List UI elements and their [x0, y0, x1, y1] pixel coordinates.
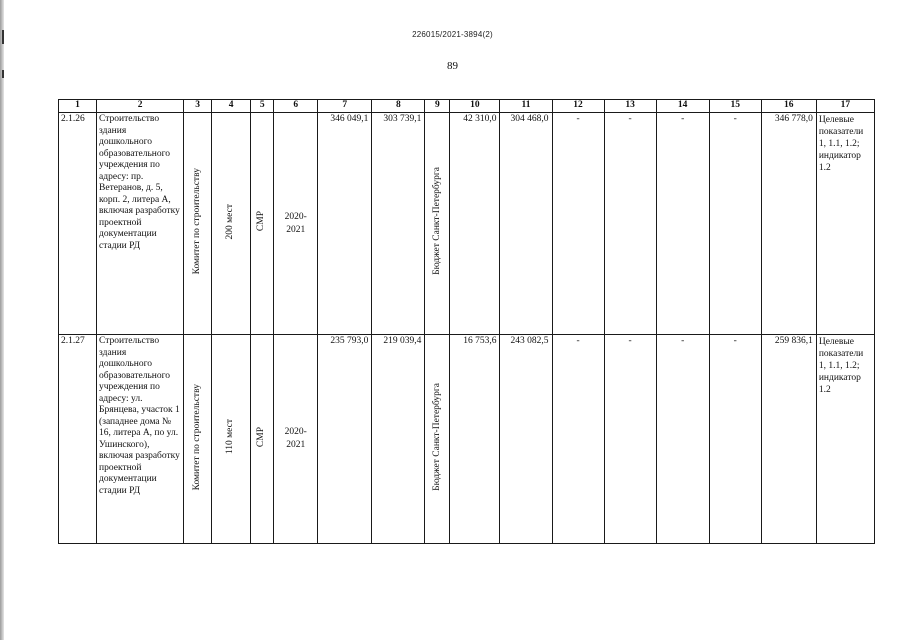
value-col-15: -: [709, 113, 761, 335]
row-number: 2.1.27: [59, 335, 97, 544]
budget-table: [58, 99, 875, 544]
column-header: 15: [709, 100, 761, 113]
column-header: 8: [372, 100, 425, 113]
funding-source-cell: [425, 335, 450, 544]
column-header: 3: [184, 100, 212, 113]
document-number: 226015/2021-3894(2): [412, 30, 493, 39]
value-col-12: -: [552, 335, 604, 544]
customer-label: Комитет по строительству: [191, 383, 202, 490]
work-type-cell: [251, 113, 274, 335]
customer-cell: [184, 113, 212, 335]
capacity-cell: [212, 335, 251, 544]
capacity-label: 110 мест: [225, 419, 236, 455]
value-col-7: 346 049,1: [318, 113, 372, 335]
column-header: 5: [251, 100, 274, 113]
column-header: 10: [450, 100, 500, 113]
value-col-12: -: [552, 113, 604, 335]
table-row: [59, 113, 875, 335]
work-type-cell: [251, 335, 274, 544]
value-col-11: 304 468,0: [500, 113, 552, 335]
funding-source-label: Бюджет Санкт-Петербурга: [431, 167, 442, 276]
column-header: 11: [500, 100, 552, 113]
value-col-16: 259 836,1: [761, 335, 816, 544]
column-header: 7: [318, 100, 372, 113]
value-col-11: 243 082,5: [500, 335, 552, 544]
funding-source-cell: [425, 113, 450, 335]
column-header: 17: [816, 100, 874, 113]
column-header: 9: [425, 100, 450, 113]
value-col-10: 42 310,0: [450, 113, 500, 335]
table-row: [59, 335, 875, 544]
column-header: 2: [97, 100, 184, 113]
value-col-7: 235 793,0: [318, 335, 372, 544]
column-header: 13: [604, 100, 656, 113]
value-col-13: -: [604, 113, 656, 335]
column-header: 14: [656, 100, 709, 113]
column-header: 16: [761, 100, 816, 113]
value-col-13: -: [604, 335, 656, 544]
column-header: 6: [274, 100, 318, 113]
row-number: 2.1.26: [59, 113, 97, 335]
target-indicators: Целевые показатели 1, 1.1, 1.2; индикатор 1.2: [816, 335, 874, 544]
work-type-label: СМР: [256, 211, 267, 232]
scan-left-edge: [0, 0, 4, 640]
page-number: 89: [447, 60, 458, 72]
column-header: 4: [212, 100, 251, 113]
object-name: Строительство здания дошкольного образовательного учреждения по адресу: ул. Брянцева, участок 1 (западнее дома № 16, литера А, по ул. Ушинского), включая разработку проектной документации стадии РД: [97, 335, 184, 544]
target-indicators: Целевые показатели 1, 1.1, 1.2; индикатор 1.2: [816, 113, 874, 335]
column-header: 12: [552, 100, 604, 113]
customer-label: Комитет по строительству: [191, 168, 202, 275]
value-col-15: -: [709, 335, 761, 544]
value-col-14: -: [656, 335, 709, 544]
value-col-8: 219 039,4: [372, 335, 425, 544]
value-col-14: -: [656, 113, 709, 335]
work-type-label: СМР: [256, 426, 267, 447]
capacity-label: 200 мест: [225, 203, 236, 239]
object-name: Строительство здания дошкольного образовательного учреждения по адресу: пр. Ветеранов, д. 5, корп. 2, литера А, включая разработку проектной документации стадии РД: [97, 113, 184, 335]
column-header: 1: [59, 100, 97, 113]
value-col-10: 16 753,6: [450, 335, 500, 544]
period-cell: 2020-2021: [274, 113, 318, 335]
value-col-8: 303 739,1: [372, 113, 425, 335]
customer-cell: [184, 335, 212, 544]
value-col-16: 346 778,0: [761, 113, 816, 335]
capacity-cell: [212, 113, 251, 335]
period-cell: 2020-2021: [274, 335, 318, 544]
funding-source-label: Бюджет Санкт-Петербурга: [431, 382, 442, 491]
table-header-row: [59, 100, 875, 113]
